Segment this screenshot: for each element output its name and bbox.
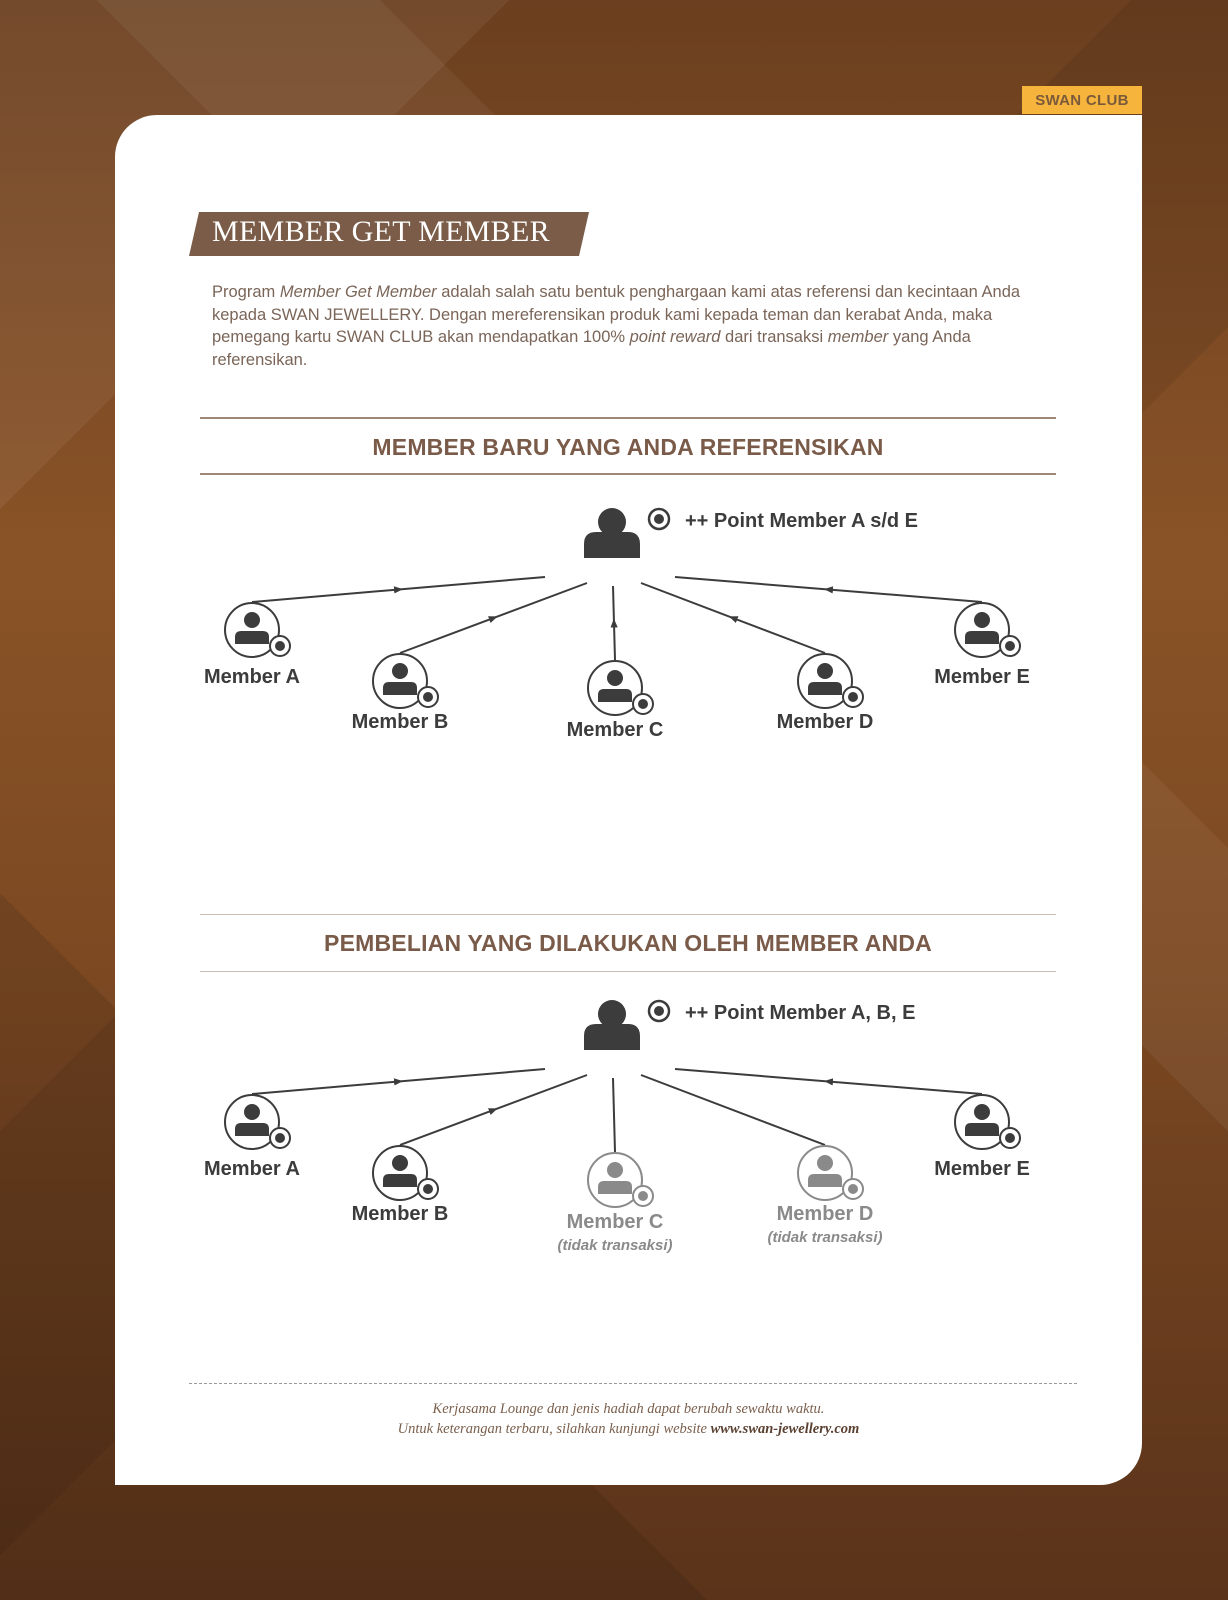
- member-point-badge-icon: [270, 1128, 290, 1148]
- member-name: Member C: [566, 719, 664, 741]
- member-point-badge-icon: [1000, 1128, 1020, 1148]
- member-point-badge-icon: [633, 694, 653, 714]
- section1-title: MEMBER BARU YANG ANDA REFERENSIKAN: [372, 434, 884, 460]
- member-name: Member B: [351, 1203, 449, 1225]
- section2-bottom-rule: [200, 971, 1056, 972]
- member-point-badge-icon: [270, 636, 290, 656]
- content-card: [115, 115, 1142, 1485]
- footer-website-line: Untuk keterangan terbaru, silahkan kunjungi website www.swan-jewellery.com: [397, 1421, 860, 1437]
- page-title: MEMBER GET MEMBER: [212, 215, 550, 248]
- member-name: Member C: [566, 1211, 664, 1233]
- brand-tag: SWAN CLUB: [1022, 86, 1142, 114]
- member-name: Member D: [776, 1203, 874, 1225]
- member-point-badge-icon: [1000, 636, 1020, 656]
- website-link[interactable]: www.swan-jewellery.com: [710, 1421, 860, 1437]
- member-name: Member A: [204, 1158, 300, 1180]
- member-note: (tidak transaksi): [557, 1237, 673, 1254]
- member-point-badge-icon: [418, 1179, 438, 1199]
- member-name: Member B: [351, 711, 449, 733]
- point-label: ++ Point Member A, B, E: [685, 1002, 916, 1024]
- point-badge-icon: [649, 1001, 669, 1021]
- footer-note: Kerjasama Lounge dan jenis hadiah dapat berubah sewaktu waktu.: [432, 1401, 825, 1417]
- section2-title: PEMBELIAN YANG DILAKUKAN OLEH MEMBER ANDA: [324, 930, 932, 956]
- member-point-badge-icon: [843, 687, 863, 707]
- member-note: (tidak transaksi): [767, 1229, 883, 1246]
- member-name: Member E: [934, 1158, 1030, 1180]
- referral-diagram: [115, 500, 1142, 860]
- member-point-badge-icon: [633, 1186, 653, 1206]
- purchase-diagram: [115, 992, 1142, 1352]
- member-point-badge-icon: [843, 1179, 863, 1199]
- member-point-badge-icon: [418, 687, 438, 707]
- section2-top-rule: [200, 914, 1056, 915]
- member-name: Member A: [204, 666, 300, 688]
- section1-top-rule: [200, 417, 1056, 419]
- point-badge-icon: [649, 509, 669, 529]
- referrer-person-icon: [584, 1000, 640, 1050]
- referrer-person-icon: [584, 508, 640, 558]
- connector-line: [613, 1078, 615, 1152]
- footer-divider: [189, 1383, 1077, 1384]
- intro-paragraph: Program Member Get Member adalah salah satu bentuk penghargaan kami atas referensi dan kecintaan Anda kepada SWAN JEWELLERY. Dengan mereferensikan produk kami kepada teman dan kerabat Anda, maka pemegang kartu SWAN CLUB akan mendapatkan 100% point reward dari transaksi member yang Anda referensikan.: [212, 283, 1021, 369]
- point-label: ++ Point Member A s/d E: [685, 510, 919, 532]
- member-name: Member D: [776, 711, 874, 733]
- connector-line: [641, 1075, 825, 1145]
- section1-bottom-rule: [200, 473, 1056, 475]
- member-name: Member E: [934, 666, 1030, 688]
